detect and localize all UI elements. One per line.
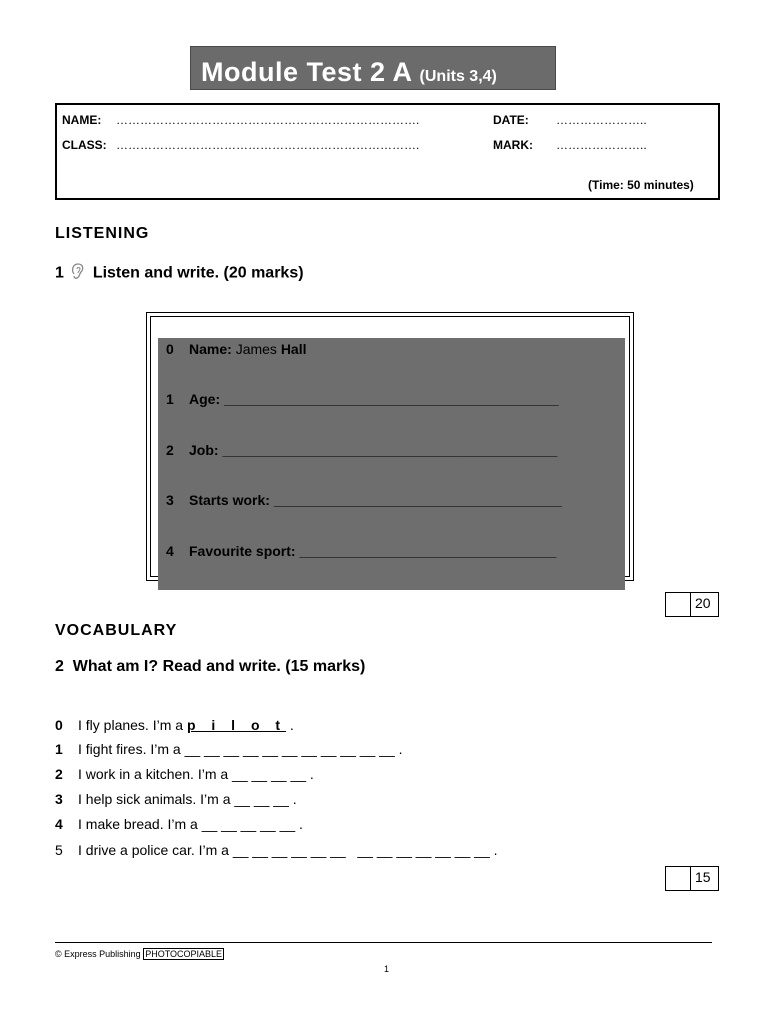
- form-field-job[interactable]: 2 Job: ___________________________________________: [166, 442, 558, 458]
- class-field[interactable]: ………………………………………………………………….: [116, 138, 420, 152]
- page-title: Module Test 2 A (Units 3,4): [201, 57, 497, 87]
- vocabulary-task: [55, 658, 365, 676]
- form-field-favourite-sport[interactable]: 4 Favourite sport: _________________________________: [166, 543, 557, 559]
- vocab-item: 0 I fly planes. I’m a p i l o t .: [55, 717, 294, 733]
- footer-divider: [55, 942, 712, 943]
- class-label: CLASS:: [62, 138, 107, 152]
- date-label: DATE:: [493, 113, 529, 127]
- task-text: What am I? Read and write. (15 marks): [72, 658, 366, 675]
- name-field[interactable]: ………………………………………………………………….: [116, 113, 420, 127]
- footer-copyright: © Express Publishing PHOTOCOPIABLE: [55, 949, 223, 959]
- vocab-item[interactable]: 2 I work in a kitchen. I’m a __ __ __ __ .: [55, 766, 314, 782]
- vocab-item[interactable]: 1 I fight fires. I’m a __ __ __ __ __ __ __ __ __ __ __ .: [55, 741, 403, 757]
- vocab-item[interactable]: 5 I drive a police car. I’m a __ __ __ __ __ __ __ __ __ __ __ __ __ .: [55, 842, 498, 858]
- mark-label: MARK:: [493, 138, 533, 152]
- photocopiable-badge: PHOTOCOPIABLE: [145, 949, 223, 959]
- units-label: (Units 3,4): [419, 68, 497, 85]
- vocab-item[interactable]: 4 I make bread. I’m a __ __ __ __ __ .: [55, 816, 303, 832]
- listening-task: [55, 261, 304, 286]
- listening-score: 20: [695, 595, 711, 611]
- form-field-starts-work[interactable]: 3 Starts work: _____________________________________: [166, 492, 562, 508]
- title-banner: [190, 46, 556, 90]
- task-text: Listen and write. (20 marks): [92, 264, 304, 282]
- date-field[interactable]: …………………..: [556, 113, 647, 127]
- vocabulary-score-box[interactable]: [665, 866, 719, 891]
- vocabulary-score: 15: [695, 869, 711, 885]
- task-number: 2: [55, 658, 64, 675]
- vocabulary-heading: VOCABULARY: [55, 622, 178, 639]
- vocab-item[interactable]: 3 I help sick animals. I’m a __ __ __ .: [55, 791, 297, 807]
- form-field-age[interactable]: 1 Age: ___________________________________________: [166, 391, 559, 407]
- ear-icon: [68, 261, 88, 286]
- name-label: NAME:: [62, 113, 102, 127]
- time-label: (Time: 50 minutes): [588, 178, 694, 192]
- listening-heading: LISTENING: [55, 225, 150, 242]
- example-answer: p i l o t: [186, 717, 287, 733]
- page-number: 1: [384, 964, 390, 974]
- task-number: 1: [55, 264, 64, 282]
- mark-field[interactable]: …………………..: [556, 138, 647, 152]
- listening-score-box[interactable]: [665, 592, 719, 617]
- form-field-name: 0 Name: James Hall: [166, 341, 307, 357]
